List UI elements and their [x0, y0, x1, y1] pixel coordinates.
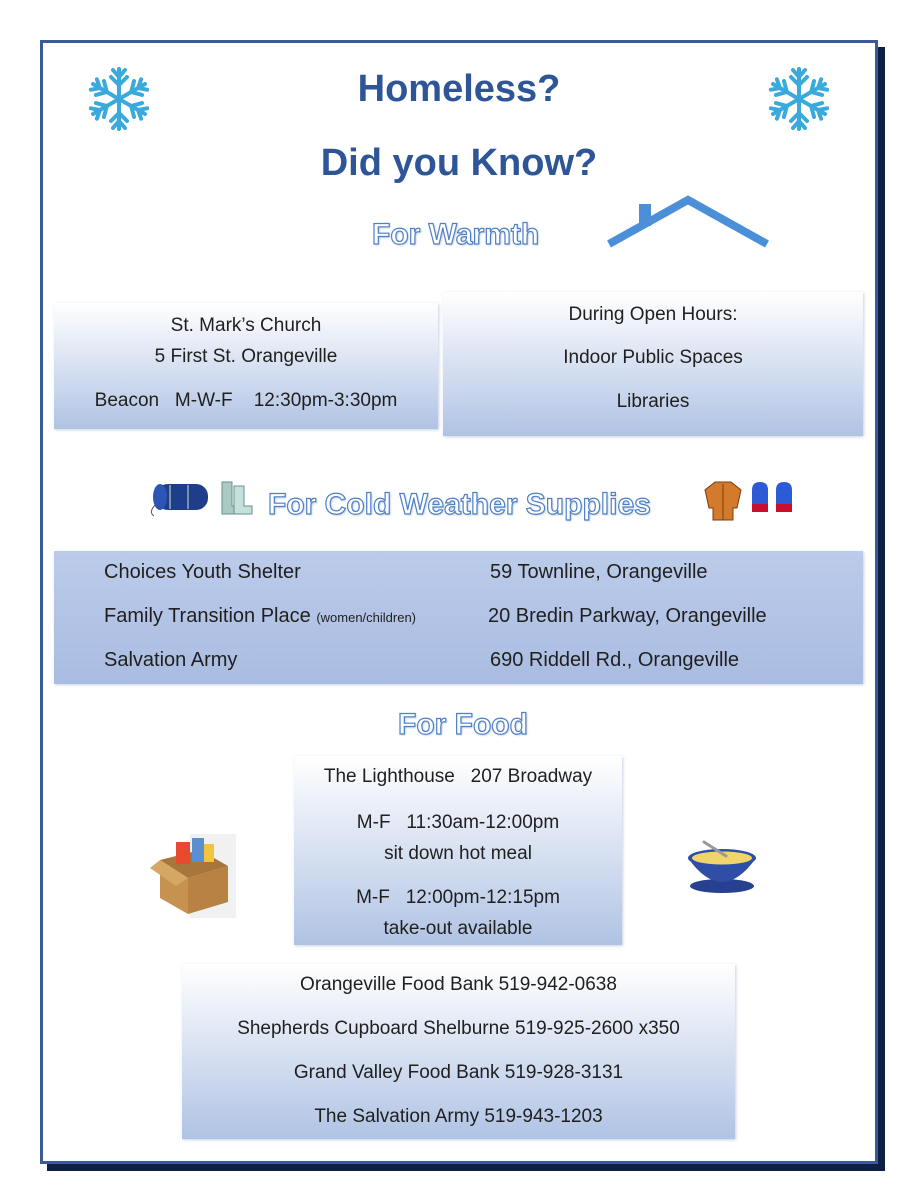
house-roof-icon — [605, 192, 771, 252]
food-bank-item: Orangeville Food Bank 519-942-0638 — [300, 974, 617, 995]
shelter-name: Family Transition Place (women/children) — [104, 605, 417, 627]
shelter-name: Choices Youth Shelter — [104, 561, 301, 583]
meal2-desc: take-out available — [383, 918, 533, 939]
shelter-name: Salvation Army — [104, 649, 238, 671]
food-banks-box — [182, 964, 735, 1139]
indoor-public-spaces: Indoor Public Spaces — [563, 347, 743, 368]
shelter-address: 690 Riddell Rd., Orangeville — [490, 649, 740, 671]
mittens-icon — [748, 480, 798, 520]
winter-jacket-icon — [703, 478, 743, 522]
libraries: Libraries — [616, 391, 690, 412]
heading-for-food: For Food — [398, 708, 528, 741]
food-box-icon — [146, 828, 242, 920]
warmth-church-box — [54, 303, 438, 429]
food-bank-item: Shepherds Cupboard Shelburne 519-925-2600 x350 — [237, 1018, 680, 1039]
lighthouse-title: The Lighthouse 207 Broadway — [323, 766, 593, 787]
open-hours-label: During Open Hours: — [568, 304, 738, 325]
meal1-time: M-F 11:30am-12:00pm — [356, 812, 560, 833]
church-schedule: Beacon M-W-F 12:30pm-3:30pm — [94, 390, 398, 411]
warmth-public-box — [443, 292, 863, 436]
boots-icon — [216, 478, 256, 520]
meal2-time: M-F 12:00pm-12:15pm — [356, 887, 560, 908]
heading-cold-weather-supplies: For Cold Weather Supplies — [268, 488, 651, 521]
food-bank-item: Grand Valley Food Bank 519-928-3131 — [293, 1062, 624, 1083]
church-name: St. Mark’s Church — [170, 315, 322, 336]
lighthouse-box — [294, 756, 622, 945]
cold-supplies-box — [54, 551, 863, 684]
church-address: 5 First St. Orangeville — [154, 346, 338, 367]
heading-for-warmth: For Warmth — [372, 218, 540, 251]
soup-bowl-icon — [682, 836, 762, 896]
shelter-address: 20 Bredin Parkway, Orangeville — [488, 605, 767, 627]
title-homeless: Homeless? — [357, 68, 561, 110]
title-did-you-know: Did you Know? — [320, 142, 598, 184]
shelter-address: 59 Townline, Orangeville — [490, 561, 708, 583]
food-bank-item: The Salvation Army 519-943-1203 — [314, 1106, 603, 1127]
sleeping-bag-icon — [148, 478, 214, 518]
meal1-desc: sit down hot meal — [384, 843, 532, 864]
shelter-note: (women/children) — [316, 610, 417, 625]
